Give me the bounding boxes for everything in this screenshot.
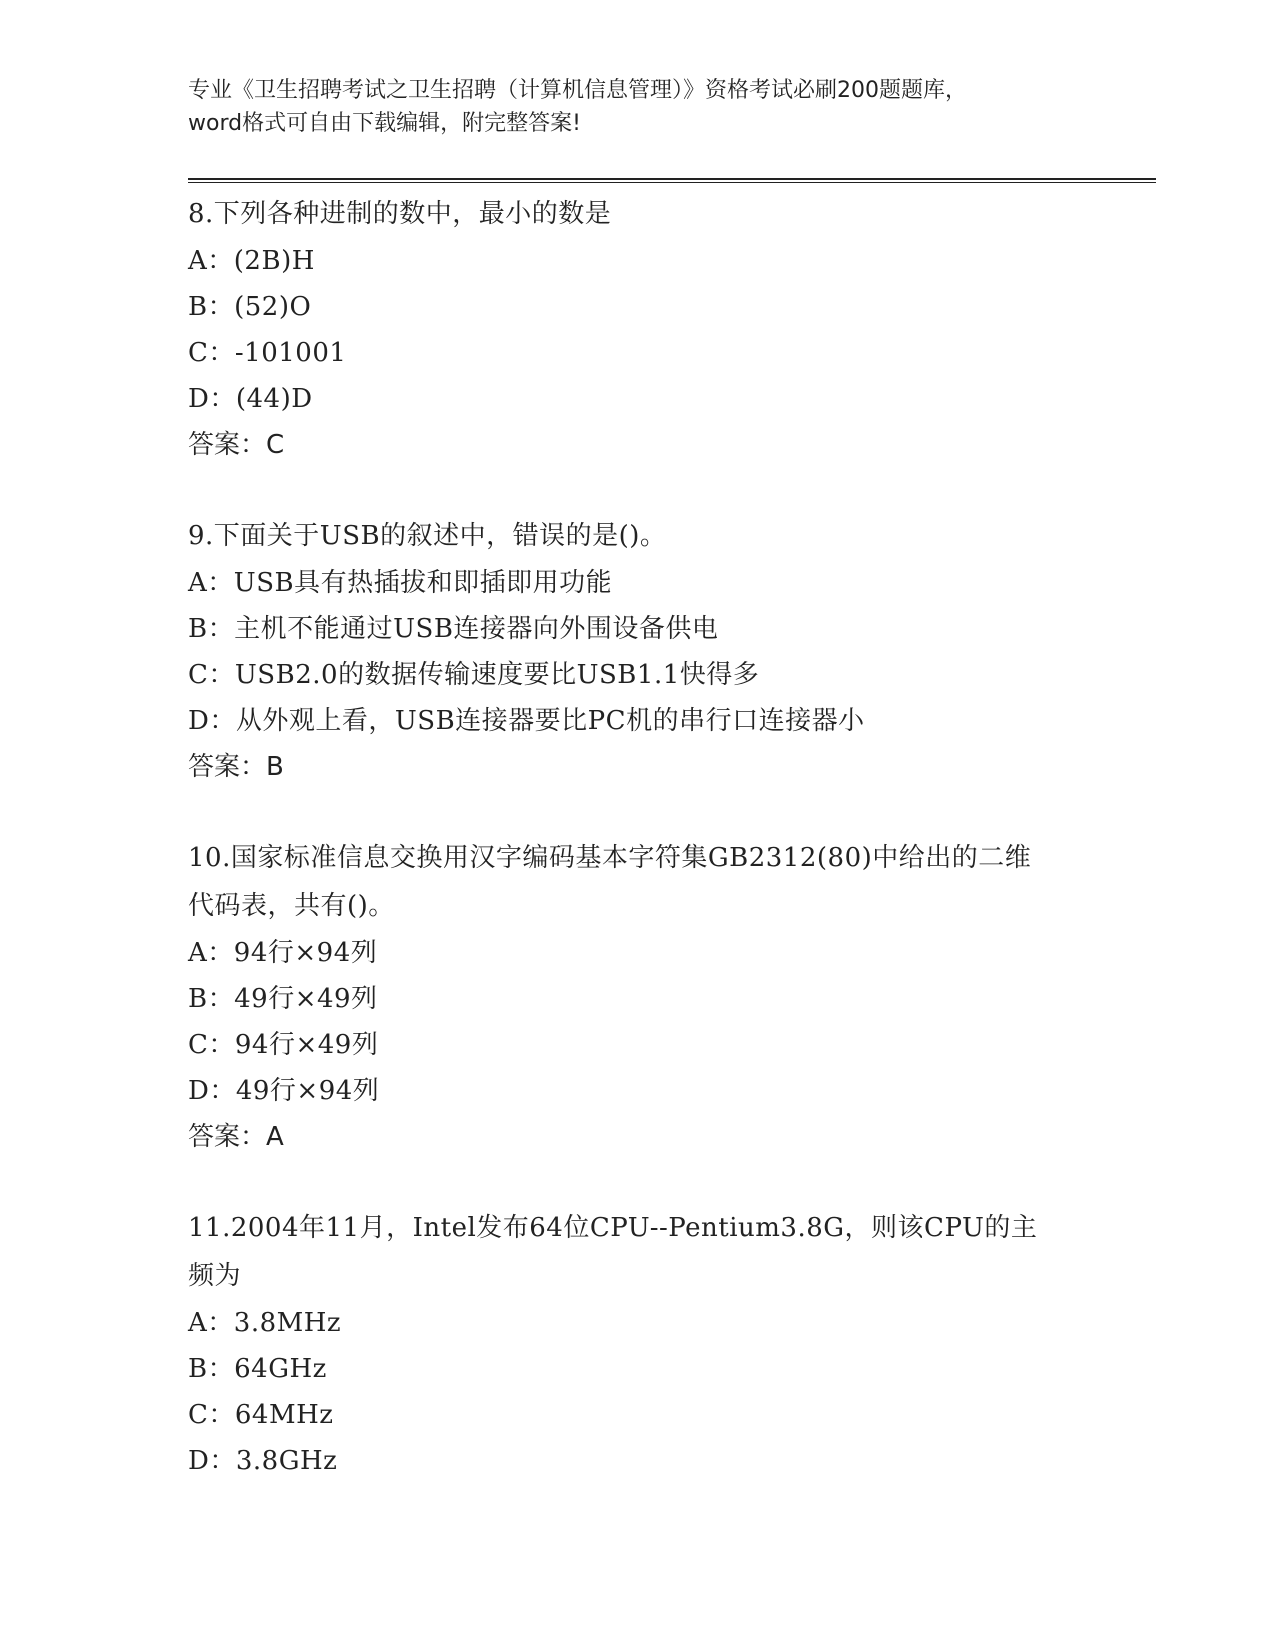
answer-key: 答案：B [188,752,284,782]
question-block [188,1204,1088,1484]
question-stem: 9.下面关于USB的叙述中，错误的是()。 [188,521,667,551]
question-stem: 8.下列各种进制的数中，最小的数是 [188,199,612,229]
question-stem: 11.2004年11月，Intel发布64位CPU--Pentium3.8G，则该CPU的主 [188,1213,1038,1243]
answer-option: D：49行×94列 [188,1076,380,1106]
header-line-1: 专业《卫生招聘考试之卫生招聘（计算机信息管理）》资格考试必刷200题题库， [188,78,967,103]
answer-option: D：3.8GHz [188,1446,338,1476]
answer-option: B：主机不能通过USB连接器向外围设备供电 [188,614,719,644]
question-stem: 代码表，共有()。 [188,891,395,921]
answer-option: B：64GHz [188,1354,327,1384]
question-block [188,190,1088,468]
header-divider [188,178,1156,183]
answer-key: 答案：C [188,430,285,460]
question-block [188,512,1088,790]
answer-option: B：49行×49列 [188,984,378,1014]
document-header [188,74,1088,140]
answer-option: C：94行×49列 [188,1030,379,1060]
question-block [188,834,1088,1160]
question-list [188,190,1088,1528]
answer-option: A：(2B)H [188,246,315,276]
header-line-2: word格式可自由下载编辑，附完整答案! [188,111,581,136]
answer-option: A：3.8MHz [188,1308,342,1338]
answer-option: A：USB具有热插拔和即插即用功能 [188,568,613,598]
answer-option: B：(52)O [188,292,312,322]
answer-key: 答案：A [188,1122,284,1152]
question-stem: 10.国家标准信息交换用汉字编码基本字符集GB2312(80)中给出的二维 [188,843,1032,873]
answer-option: D：(44)D [188,384,313,414]
answer-option: C：64MHz [188,1400,334,1430]
answer-option: C：-101001 [188,338,347,368]
answer-option: A：94行×94列 [188,938,378,968]
question-stem: 频为 [188,1261,242,1291]
answer-option: C：USB2.0的数据传输速度要比USB1.1快得多 [188,660,760,690]
answer-option: D：从外观上看，USB连接器要比PC机的串行口连接器小 [188,706,865,736]
